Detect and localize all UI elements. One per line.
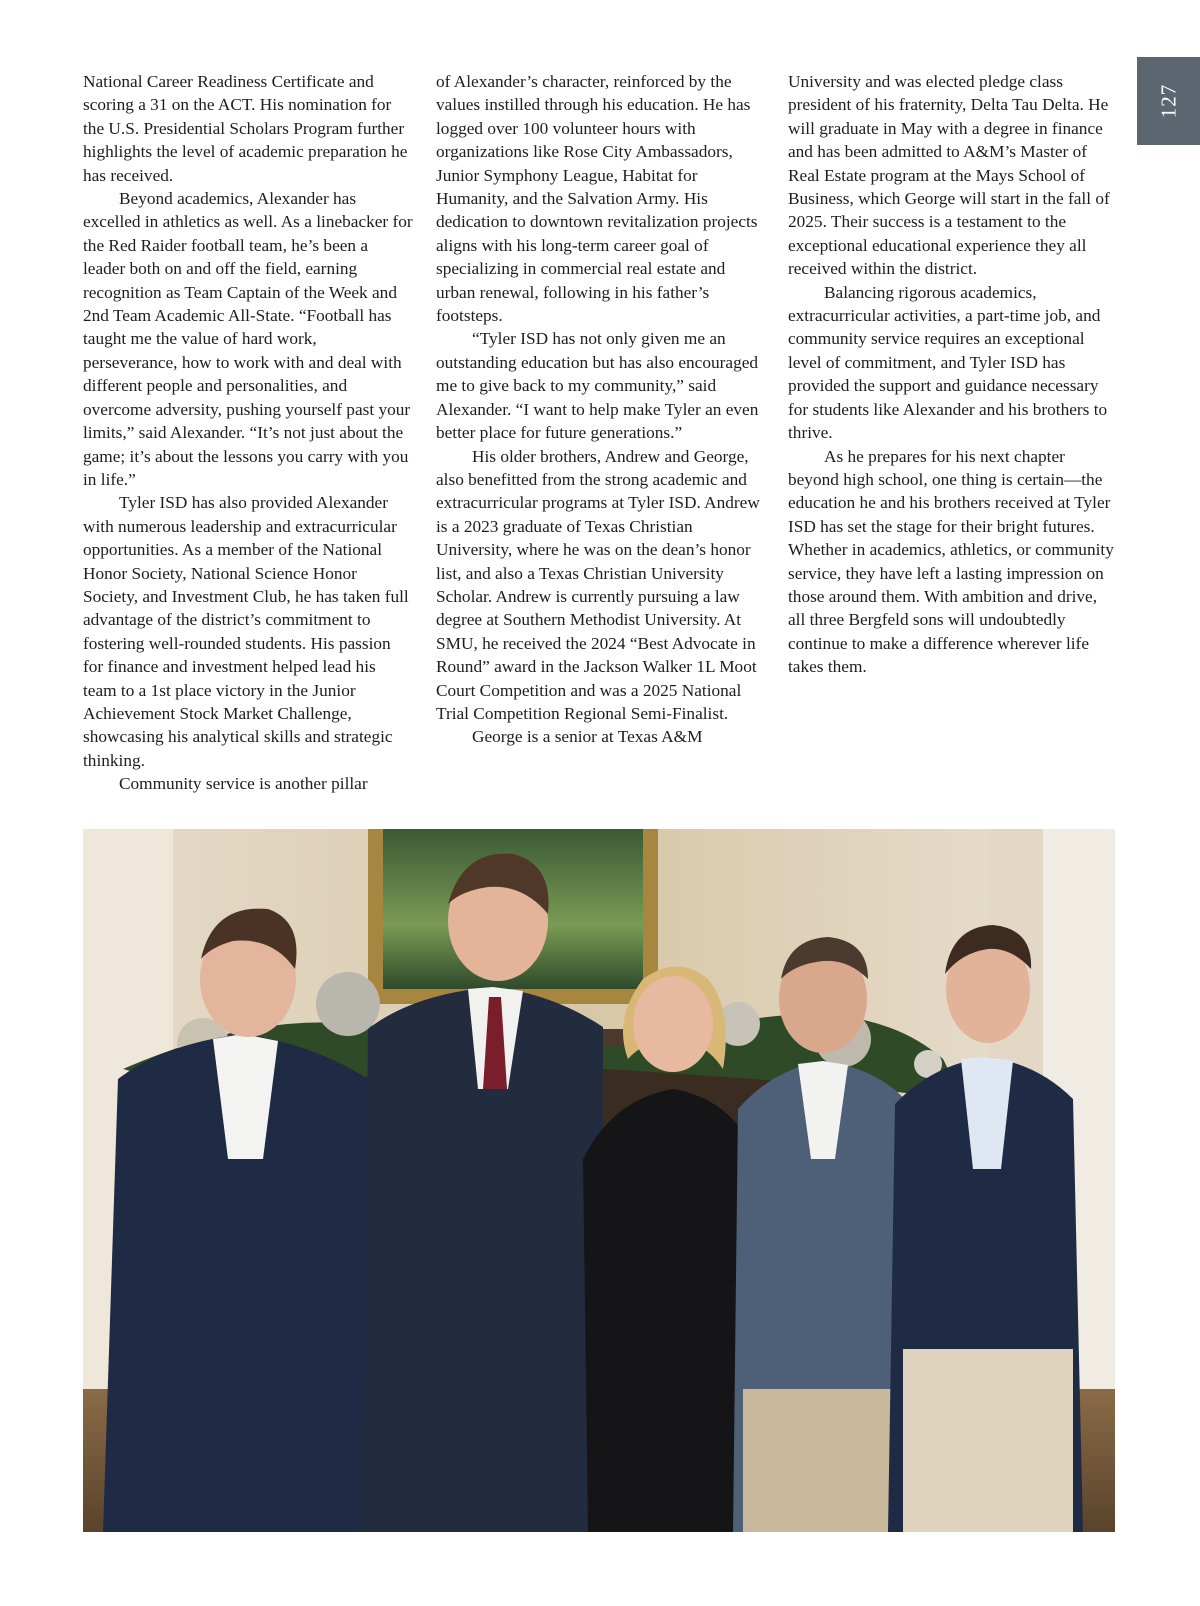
paragraph: “Tyler ISD has not only given me an outstanding education but has also encouraged me to give back to my community,” said Alexander. “I want to help make Tyler an even better place for future generations.”	[436, 329, 759, 443]
paragraph: Beyond academics, Alexander has excelled in athletics as well. As a linebacker for the Red Raider football team, he’s been a leader both on and off the field, earning recognition as Team Captain of the Week and 2nd Team Academic All-State. “Football has taught me the value of hard work, perseverance, how to work with and deal with different people and personalities, and overcome adversity, pushing yourself past your limits,” said Alexander. “It’s not just about the game; it’s about the lessons you carry with you in life.”	[83, 189, 413, 489]
paragraph: of Alexander’s character, reinforced by the values instilled through his education. He has logged over 100 volunteer hours with organizations like Rose City Ambassadors, Junior Symphony League, Habitat for Humanity, and the Salvation Army. His dedication to downtown revitalization projects aligns with his long-term career goal of specializing in commercial real estate and urban renewal, following in his father’s footsteps.	[436, 72, 758, 326]
paragraph: Community service is another pillar	[119, 774, 368, 794]
paragraph: George is a senior at Texas A&M	[472, 727, 703, 747]
paragraph: National Career Readiness Certificate and scoring a 31 on the ACT. His nomination for the U.S. Presidential Scholars Program further highlights the level of academic preparation he has received.	[83, 72, 408, 185]
article-column-3	[788, 70, 1118, 679]
paragraph: Balancing rigorous academics, extracurricular activities, a part-time job, and community service requires an exceptional level of commitment, and Tyler ISD has provided the support and guidance necessary for students like Alexander and his brothers to thrive.	[788, 282, 1108, 443]
paragraph: Tyler ISD has also provided Alexander with numerous leadership and extracurricular opportunities. As a member of the National Honor Society, National Science Honor Society, and Investment Club, he has taken full advantage of the district’s commitment to fostering well-rounded students. His passion for finance and investment helped lead his team to a 1st place victory in the Junior Achievement Stock Market Challenge, showcasing his analytical skills and strategic thinking.	[83, 493, 409, 770]
article-column-2	[436, 70, 766, 749]
family-photo	[83, 829, 1115, 1532]
paragraph: As he prepares for his next chapter beyond high school, one thing is certain—the education he and his brothers received at Tyler ISD has set the stage for their bright futures. Whether in academics, athletics, or community service, they have left a lasting impression on those around them. With ambition and drive, all three Bergfeld sons will undoubtedly continue to make a difference wherever life takes them.	[788, 446, 1114, 677]
paragraph: His older brothers, Andrew and George, also benefitted from the strong academic and extracurricular programs at Tyler ISD. Andrew is a 2023 graduate of Texas Christian University, where he was on the dean’s honor list, and also a Texas Christian University Scholar. Andrew is currently pursuing a law degree at Southern Methodist University. At SMU, he received the 2024 “Best Advocate in Round” award in the Jackson Walker 1L Moot Court Competition and was a 2025 National Trial Competition Regional Semi-Finalist.	[436, 446, 760, 723]
paragraph: University and was elected pledge class president of his fraternity, Delta Tau Delta. He will graduate in May with a degree in finance and has been admitted to A&M’s Master of Real Estate program at the Mays School of Business, which George will start in the fall of 2025. Their success is a testament to the exceptional educational experience they all received within the district.	[788, 72, 1110, 279]
page-number-tab	[1137, 57, 1200, 145]
article-column-1	[83, 70, 413, 796]
page-number: 127	[1156, 83, 1180, 119]
